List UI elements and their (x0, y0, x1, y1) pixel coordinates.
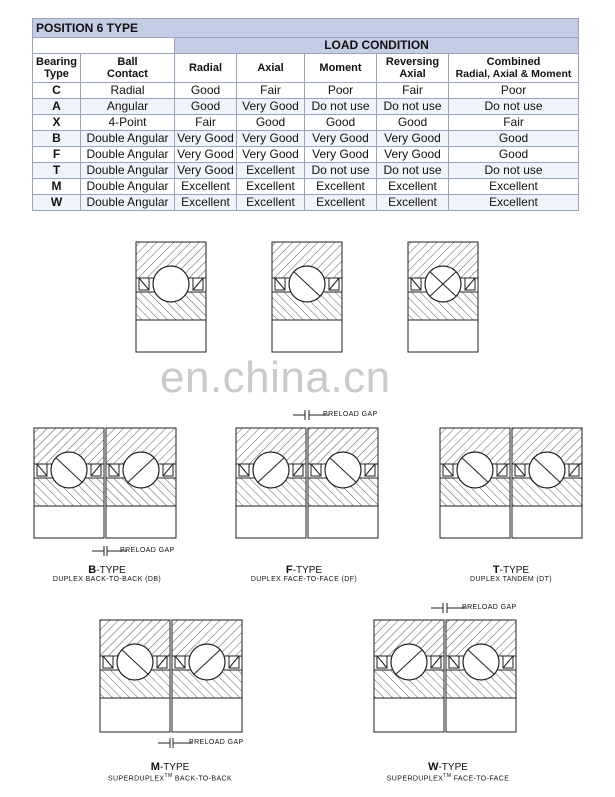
cell-contact: 4-Point (81, 115, 175, 131)
m-type-label (110, 761, 230, 773)
a-bearing-bore (272, 320, 342, 352)
cell-axial: Fair (237, 83, 305, 99)
cell-reversing: Excellent (377, 195, 449, 211)
cell-type: C (33, 83, 81, 99)
w-desc-pre: SUPERDUPLEX (386, 775, 444, 783)
cell-combined: Poor (449, 83, 579, 99)
m-trademark: TM (164, 773, 173, 779)
b-type-desc: DUPLEX BACK-TO-BACK (DB) (52, 576, 162, 583)
cell-axial: Very Good (237, 147, 305, 163)
t-type-suffix: -TYPE (499, 565, 530, 576)
header-bearing-type-line1: Bearing (36, 56, 77, 68)
cell-radial: Very Good (175, 147, 237, 163)
cell-contact: Radial (81, 83, 175, 99)
header-ball-contact-line2: Contact (107, 68, 148, 80)
cell-combined: Excellent (449, 179, 579, 195)
cell-radial: Good (175, 99, 237, 115)
cell-type: M (33, 179, 81, 195)
cell-type: A (33, 99, 81, 115)
header-combined-line2: Radial, Axial & Moment (455, 68, 572, 80)
w-type-desc (373, 773, 523, 782)
cell-combined: Do not use (449, 163, 579, 179)
m-right-bore (172, 698, 242, 732)
load-condition-header: LOAD CONDITION (175, 38, 579, 54)
t-left-bore (440, 506, 510, 538)
header-radial: Radial (175, 54, 237, 83)
cell-reversing: Fair (377, 83, 449, 99)
cell-reversing: Do not use (377, 99, 449, 115)
cell-contact: Double Angular (81, 195, 175, 211)
t-type-desc: DUPLEX TANDEM (DT) (469, 576, 552, 583)
t-type-letter: T (492, 564, 500, 576)
cell-combined: Fair (449, 115, 579, 131)
cell-contact: Double Angular (81, 131, 175, 147)
cell-reversing: Good (377, 115, 449, 131)
cell-axial: Excellent (237, 195, 305, 211)
cell-reversing: Very Good (377, 147, 449, 163)
t-right-bore (512, 506, 582, 538)
m-preload-gap-label: PRELOAD GAP (189, 739, 244, 746)
f-type-desc: DUPLEX FACE-TO-FACE (DF) (250, 576, 358, 583)
cell-moment: Do not use (305, 99, 377, 115)
w-right-bore (446, 698, 516, 732)
cell-moment: Excellent (305, 179, 377, 195)
header-combined-line1: Combined (486, 56, 541, 68)
cell-contact: Double Angular (81, 147, 175, 163)
cell-moment: Good (305, 115, 377, 131)
b-type-label (47, 564, 167, 576)
cell-type: X (33, 115, 81, 131)
cell-reversing: Very Good (377, 131, 449, 147)
w-type-label (388, 761, 508, 773)
f-type-letter: F (285, 564, 293, 576)
cell-combined: Good (449, 131, 579, 147)
f-type-suffix: -TYPE (292, 565, 323, 576)
cell-moment: Very Good (305, 131, 377, 147)
cell-radial: Good (175, 83, 237, 99)
cell-reversing: Excellent (377, 179, 449, 195)
m-type-letter: M (150, 761, 160, 773)
w-trademark: TM (443, 773, 452, 779)
w-type-suffix: -TYPE (438, 762, 468, 773)
c-bearing-bore (136, 320, 206, 352)
cell-axial: Very Good (237, 99, 305, 115)
header-axial: Axial (237, 54, 305, 83)
m-desc-post: BACK-TO-BACK (172, 775, 233, 783)
m-type-desc (95, 773, 245, 782)
w-desc-post: FACE-TO-FACE (451, 775, 510, 783)
cell-combined: Good (449, 147, 579, 163)
f-preload-gap-label: PRELOAD GAP (323, 411, 378, 418)
cell-reversing: Do not use (377, 163, 449, 179)
cell-combined: Do not use (449, 99, 579, 115)
cell-moment: Excellent (305, 195, 377, 211)
header-bearing-type-line2: Type (44, 68, 69, 80)
cell-radial: Fair (175, 115, 237, 131)
cell-combined: Excellent (449, 195, 579, 211)
cell-axial: Good (237, 115, 305, 131)
table-title: POSITION 6 TYPE (33, 19, 579, 38)
cell-contact: Angular (81, 99, 175, 115)
f-type-label (244, 564, 364, 576)
cell-type: B (33, 131, 81, 147)
header-ball-contact-line1: Ball (117, 56, 138, 68)
b-right-bore (106, 506, 176, 538)
cell-radial: Very Good (175, 131, 237, 147)
cell-type: W (33, 195, 81, 211)
f-left-bore (236, 506, 306, 538)
cell-moment: Do not use (305, 163, 377, 179)
cell-moment: Very Good (305, 147, 377, 163)
f-right-bore (308, 506, 378, 538)
cell-axial: Excellent (237, 163, 305, 179)
cell-axial: Excellent (237, 179, 305, 195)
watermark: en.china.cn (160, 353, 391, 402)
w-left-bore (374, 698, 444, 732)
cell-contact: Double Angular (81, 163, 175, 179)
m-type-suffix: -TYPE (159, 762, 190, 773)
cell-radial: Excellent (175, 179, 237, 195)
b-preload-gap-label: PRELOAD GAP (120, 547, 175, 554)
b-type-letter: B (88, 564, 97, 576)
m-desc-pre: SUPERDUPLEX (107, 775, 165, 783)
w-type-letter: W (428, 761, 439, 773)
m-left-bore (100, 698, 170, 732)
cell-type: F (33, 147, 81, 163)
x-bearing-bore (408, 320, 478, 352)
b-type-suffix: -TYPE (96, 565, 126, 576)
c-bearing-ball (153, 266, 189, 302)
cell-radial: Excellent (175, 195, 237, 211)
cell-radial: Very Good (175, 163, 237, 179)
header-moment: Moment (305, 54, 377, 83)
w-preload-gap-label: PRELOAD GAP (462, 604, 517, 611)
cell-contact: Double Angular (81, 179, 175, 195)
header-reversing-line1: Reversing (385, 56, 440, 68)
header-reversing-line2: Axial (399, 68, 426, 80)
cell-type: T (33, 163, 81, 179)
b-left-bore (34, 506, 104, 538)
t-type-label (456, 564, 566, 576)
cell-moment: Poor (305, 83, 377, 99)
cell-axial: Very Good (237, 131, 305, 147)
